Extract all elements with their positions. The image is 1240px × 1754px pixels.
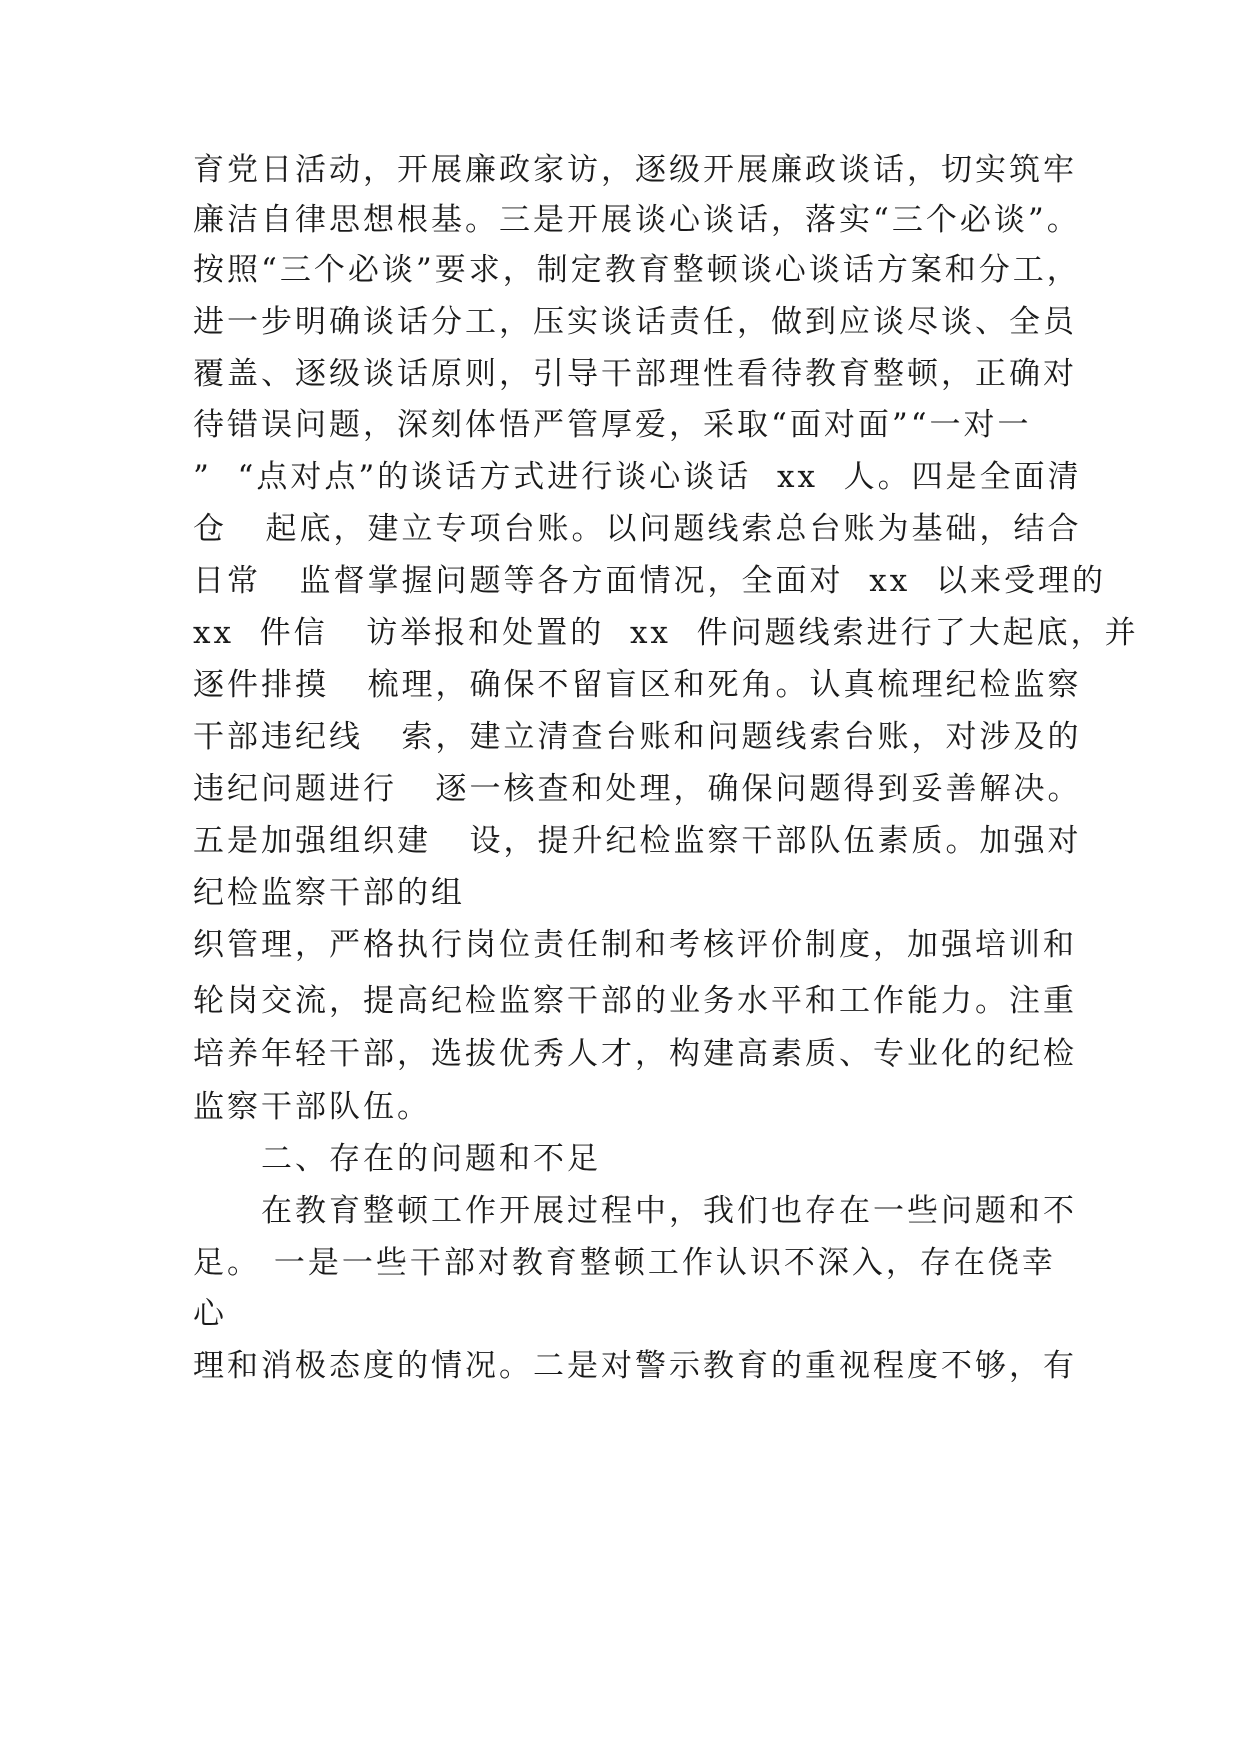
text-line: 在教育整顿工作开展过程中，我们也存在一些问题和不 (261, 1193, 1077, 1229)
section-heading: 二、存在的问题和不足 (261, 1141, 601, 1177)
text-line: 进一步明确谈话分工，压实谈话责任，做到应谈尽谈、全员 (193, 304, 1077, 340)
text-line: 纪检监察干部的组 (193, 875, 465, 911)
text-line: 日常 监督掌握问题等各方面情况，全面对 xx 以来受理的 (193, 563, 1106, 599)
text-line: 逐件排摸 梳理，确保不留盲区和死角。认真梳理纪检监察 (193, 667, 1082, 703)
text-line: 覆盖、逐级谈话原则，引导干部理性看待教育整顿，正确对 (193, 356, 1077, 392)
text-line: 心 (193, 1296, 227, 1332)
text-line: ” “点对点”的谈话方式进行谈心谈话 xx 人。四是全面清 (193, 459, 1082, 495)
text-line: 违纪问题进行 逐一核查和处理，确保问题得到妥善解决。 (193, 771, 1082, 807)
text-line: 仓 起底，建立专项台账。以问题线索总台账为基础，结合 (193, 511, 1082, 547)
text-line: 织管理，严格执行岗位责任制和考核评价制度，加强培训和 (193, 927, 1077, 963)
text-line: 按照“三个必谈”要求，制定教育整顿谈心谈话方案和分工， (193, 252, 1081, 288)
text-line: 五是加强组织建 设，提升纪检监察干部队伍素质。加强对 (193, 823, 1082, 859)
text-line: 育党日活动，开展廉政家访，逐级开展廉政谈话，切实筑牢 (193, 152, 1077, 188)
text-line: 干部违纪线 索，建立清查台账和问题线索台账，对涉及的 (193, 719, 1082, 755)
text-line: 廉洁自律思想根基。三是开展谈心谈话，落实“三个必谈”。 (193, 202, 1081, 238)
text-line: 足。 一是一些干部对教育整顿工作认识不深入，存在侥幸 (193, 1245, 1056, 1281)
text-line: 监察干部队伍。 (193, 1089, 431, 1125)
text-line: 轮岗交流，提高纪检监察干部的业务水平和工作能力。注重 (193, 983, 1077, 1019)
text-line: 理和消极态度的情况。二是对警示教育的重视程度不够，有 (193, 1348, 1077, 1384)
text-line: 培养年轻干部，选拔优秀人才，构建高素质、专业化的纪检 (193, 1036, 1077, 1072)
text-line: 待错误问题，深刻体悟严管厚爱，采取“面对面”“一对一 (193, 407, 1032, 443)
text-line: xx 件信 访举报和处置的 xx 件问题线索进行了大起底，并 (193, 615, 1139, 651)
